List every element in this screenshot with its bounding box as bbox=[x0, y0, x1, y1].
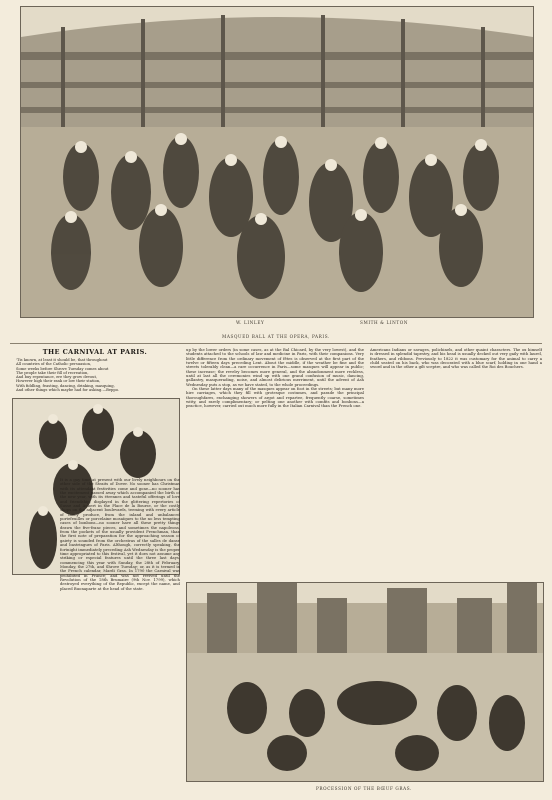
top-engraving-caption: MASQUED BALL AT THE OPERA, PARIS. bbox=[222, 334, 330, 339]
article-title: THE CARNIVAL AT PARIS. bbox=[42, 348, 148, 356]
boeuf-gras-procession-engraving bbox=[186, 582, 544, 782]
divider bbox=[10, 343, 542, 344]
column-lower-left-wide bbox=[12, 576, 60, 790]
paragraph: On these latter days many of the masques appear on foot in the streets; but many more hire carriages, which they fill with grotesque costumes, and parade the principal thoroughfares, exchanging showers of argot and repartee, frequently coarse, sometimes witty, and rarely complimentary; or pelting one another with comfits and bonbons—a practice, however, carried out much more fully in the Italian Carnival than the French one. bbox=[186, 386, 364, 409]
paragraph: Americans Indians or savages, polichinels, and other quaint characters. The ox himself is dressed in splendid tapestry, and his head is usually decked out very gaily with laurel, feathers, and ribbons. Previously to 1822 it was customary for the animal to carry a child seated on his back, who was decorated with a blue scarf, holding in one hand a sword and in the other a gilt sceptre, and who was called the Roi des Bouchers. bbox=[370, 348, 542, 370]
epigraph-poem: 'Tis known, at least it should be, that throughout All countries of the Catholic persuasion, Some weeks before Shrove Tuesday comes about The people take their fill of recreation, And buy repentance, ere they grow devout, However high their rank or low their station, With fiddling, feasting, dancing, drinking, masquing, And other things which maybe had for asking.—Beppo. bbox=[16, 358, 120, 393]
column-right-1 bbox=[370, 348, 542, 576]
column-lower-left bbox=[60, 478, 180, 790]
signature-right: SMITH & LINTON bbox=[360, 320, 409, 325]
paragraph: It is a gay time at present with our lively neighbours on the other side of the Straits of Dover. No sooner has Christmas with its attendant festivities come and gone—no sooner has the excitement passed away which accompanied the birth of the new year, with its étrennes and tasteful offerings of love and friendship, displayed in the glittering repertories of Susse and Aubert in the Place de la Bourse, or the costly shops on the adjacent boulevards, teeming with every article of fancy produce, from the inland and unbalanced portefeuilles or porcelaine mosaïques to the no less tempting cases of bonbons—no sooner have all these pretty things drawn the five-franc pieces, and sometimes the napoleons, from the pockets of the usually provident Frenchman, than the first note of preparation for the approaching season of gaiety is sounded from the orchestras of the salles de danse and bastringues of Paris. Although, correctly speaking, the fortnight immediately preceding Ash Wednesday is the proper time appropriated to this festival, yet it does not assume any striking or especial features until the three last days, commencing this year with Sunday, the 28th of February, Monday, the 27th, and Shrove Tuesday; or, as it is termed in the French calendar, Mardi Gras. In 1790 the Carnival was prohibited in France; and was not revived until the Revolution of the 18th Brumaire (9th Nov. 1799), which destroyed everything of the Republic, except the name, and placed Buonaparte at the head of the state. bbox=[60, 478, 180, 591]
signature-left: W. LINLEY bbox=[236, 320, 265, 325]
masqued-ball-engraving bbox=[20, 6, 534, 318]
bottom-engraving-caption: PROCESSION OF THE BŒUF GRAS. bbox=[316, 786, 412, 791]
column-middle-1 bbox=[186, 348, 364, 576]
paragraph: up by the lower orders (in some cases, as at the Bal Chicard, by the very lowest), and the students attached to the schools of law and medicine in Paris, with their companions. Very little difference from the ordinary movement of fêtes is observed at the first part of the twelve or fifteen days preceding Lent. About the middle, if the weather be fine and the streets tolerably clean—a rare occurrence in Paris—some masques will appear in public; these increase; the revelry becomes more general, and the abandonment more reckless, until at last all the ceremonies wind up with one grand confusion of music, dancing, gallantry, masquerading, noise, and almost delirious merriment, until the advent of Ash Wednesday puts a stop, as we have stated, to the whole proceedings. bbox=[186, 348, 364, 387]
